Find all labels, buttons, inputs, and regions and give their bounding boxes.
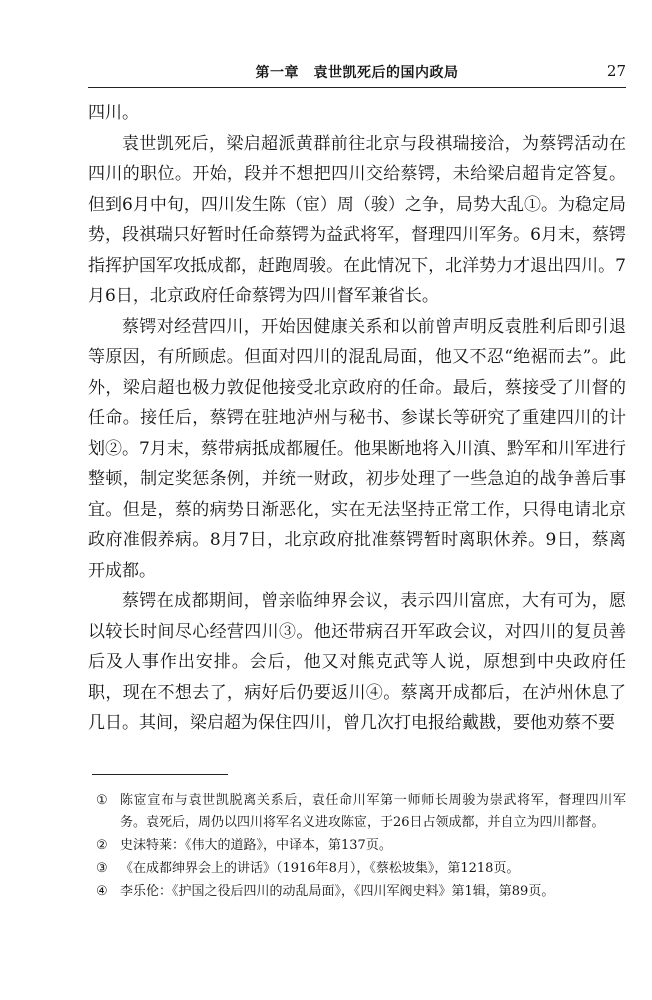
footnote-4-text: 李乐伦：《护国之役后四川的动乱局面》，《四川军阀史料》第1辑，第89页。 — [120, 884, 555, 899]
page-number: 27 — [606, 62, 626, 80]
paragraph-1: 四川。 — [88, 103, 139, 123]
footnotes — [92, 790, 626, 904]
body-text — [88, 98, 626, 739]
paragraph-2: 袁世凯死后，梁启超派黄群前往北京与段祺瑞接洽，为蔡锷活动在四川的职位。开始，段并不想把四川交给蔡锷，未给梁启超肯定答复。但到6月中旬，四川发生陈（宦）周（骏）之争，局势大乱①。为稳定局势，段祺瑞只好暂时任命蔡锷为益武将军，督理四川军务。6月末，蔡锷指挥护国军攻抵成都，赶跑周骏。在此情况下，北洋势力才退出四川。7月6日，北京政府任命蔡锷为四川督军兼省长。 — [88, 133, 626, 306]
paragraph-4: 蔡锷在成都期间，曾亲临绅界会议，表示四川富庶，大有可为，愿以较长时间尽心经营四川③。他还带病召开军政会议，对四川的复员善后及人事作出安排。会后，他又对熊克武等人说，原想到中央政府任职，现在不想去了，病好后仍要返川④。蔡离开成都后，在泸州休息了几日。其间，梁启超为保住四川，曾几次打电报给戴戡，要他劝蔡不要 — [88, 591, 626, 733]
footnote-2-mark: ② — [96, 838, 108, 853]
footnote-2 — [92, 835, 626, 857]
footnote-3-text: 《在成都绅界会上的讲话》（1916年8月），《蔡松坡集》，第1218页。 — [120, 861, 520, 876]
footnote-2-text: 史沫特莱：《伟大的道路》，中译本，第137页。 — [120, 838, 392, 853]
footnote-1 — [92, 790, 626, 834]
footnote-4-mark: ④ — [96, 884, 108, 899]
paragraph-3: 蔡锷对经营四川，开始因健康关系和以前曾声明反袁胜利后即引退等原因，有所顾虑。但面对四川的混乱局面，他又不忍“绝裾而去”。此外，梁启超也极力敦促他接受北京政府的任命。最后，蔡接受了川督的任命。接任后，蔡锷在驻地泸州与秘书、参谋长等研究了重建四川的计划②。7月末，蔡带病抵成都履任。他果断地将入川滇、黔军和川军进行整顿，制定奖惩条例，并统一财政，初步处理了一些急迫的战争善后事宜。但是，蔡的病势日渐恶化，实在无法坚持正常工作，只得电请北京政府准假养病。8月7日，北京政府批准蔡锷暂时离职休养。9日，蔡离开成都。 — [88, 316, 626, 581]
footnote-1-text: 陈宧宣布与袁世凯脱离关系后，袁任命川军第一师师长周骏为崇武将军，督理四川军务。袁死后，周仍以四川将军名义进攻陈宧，于26日占领成都，并自立为四川都督。 — [120, 793, 626, 830]
running-title: 第一章 袁世凯死后的国内政局 — [255, 65, 459, 81]
footnote-3 — [92, 858, 626, 880]
header-rule — [88, 87, 626, 88]
footnote-3-mark: ③ — [96, 861, 108, 876]
footnote-4 — [92, 881, 626, 903]
footnote-rule — [92, 774, 228, 775]
footnote-1-mark: ① — [96, 793, 108, 808]
page-header — [88, 62, 626, 86]
